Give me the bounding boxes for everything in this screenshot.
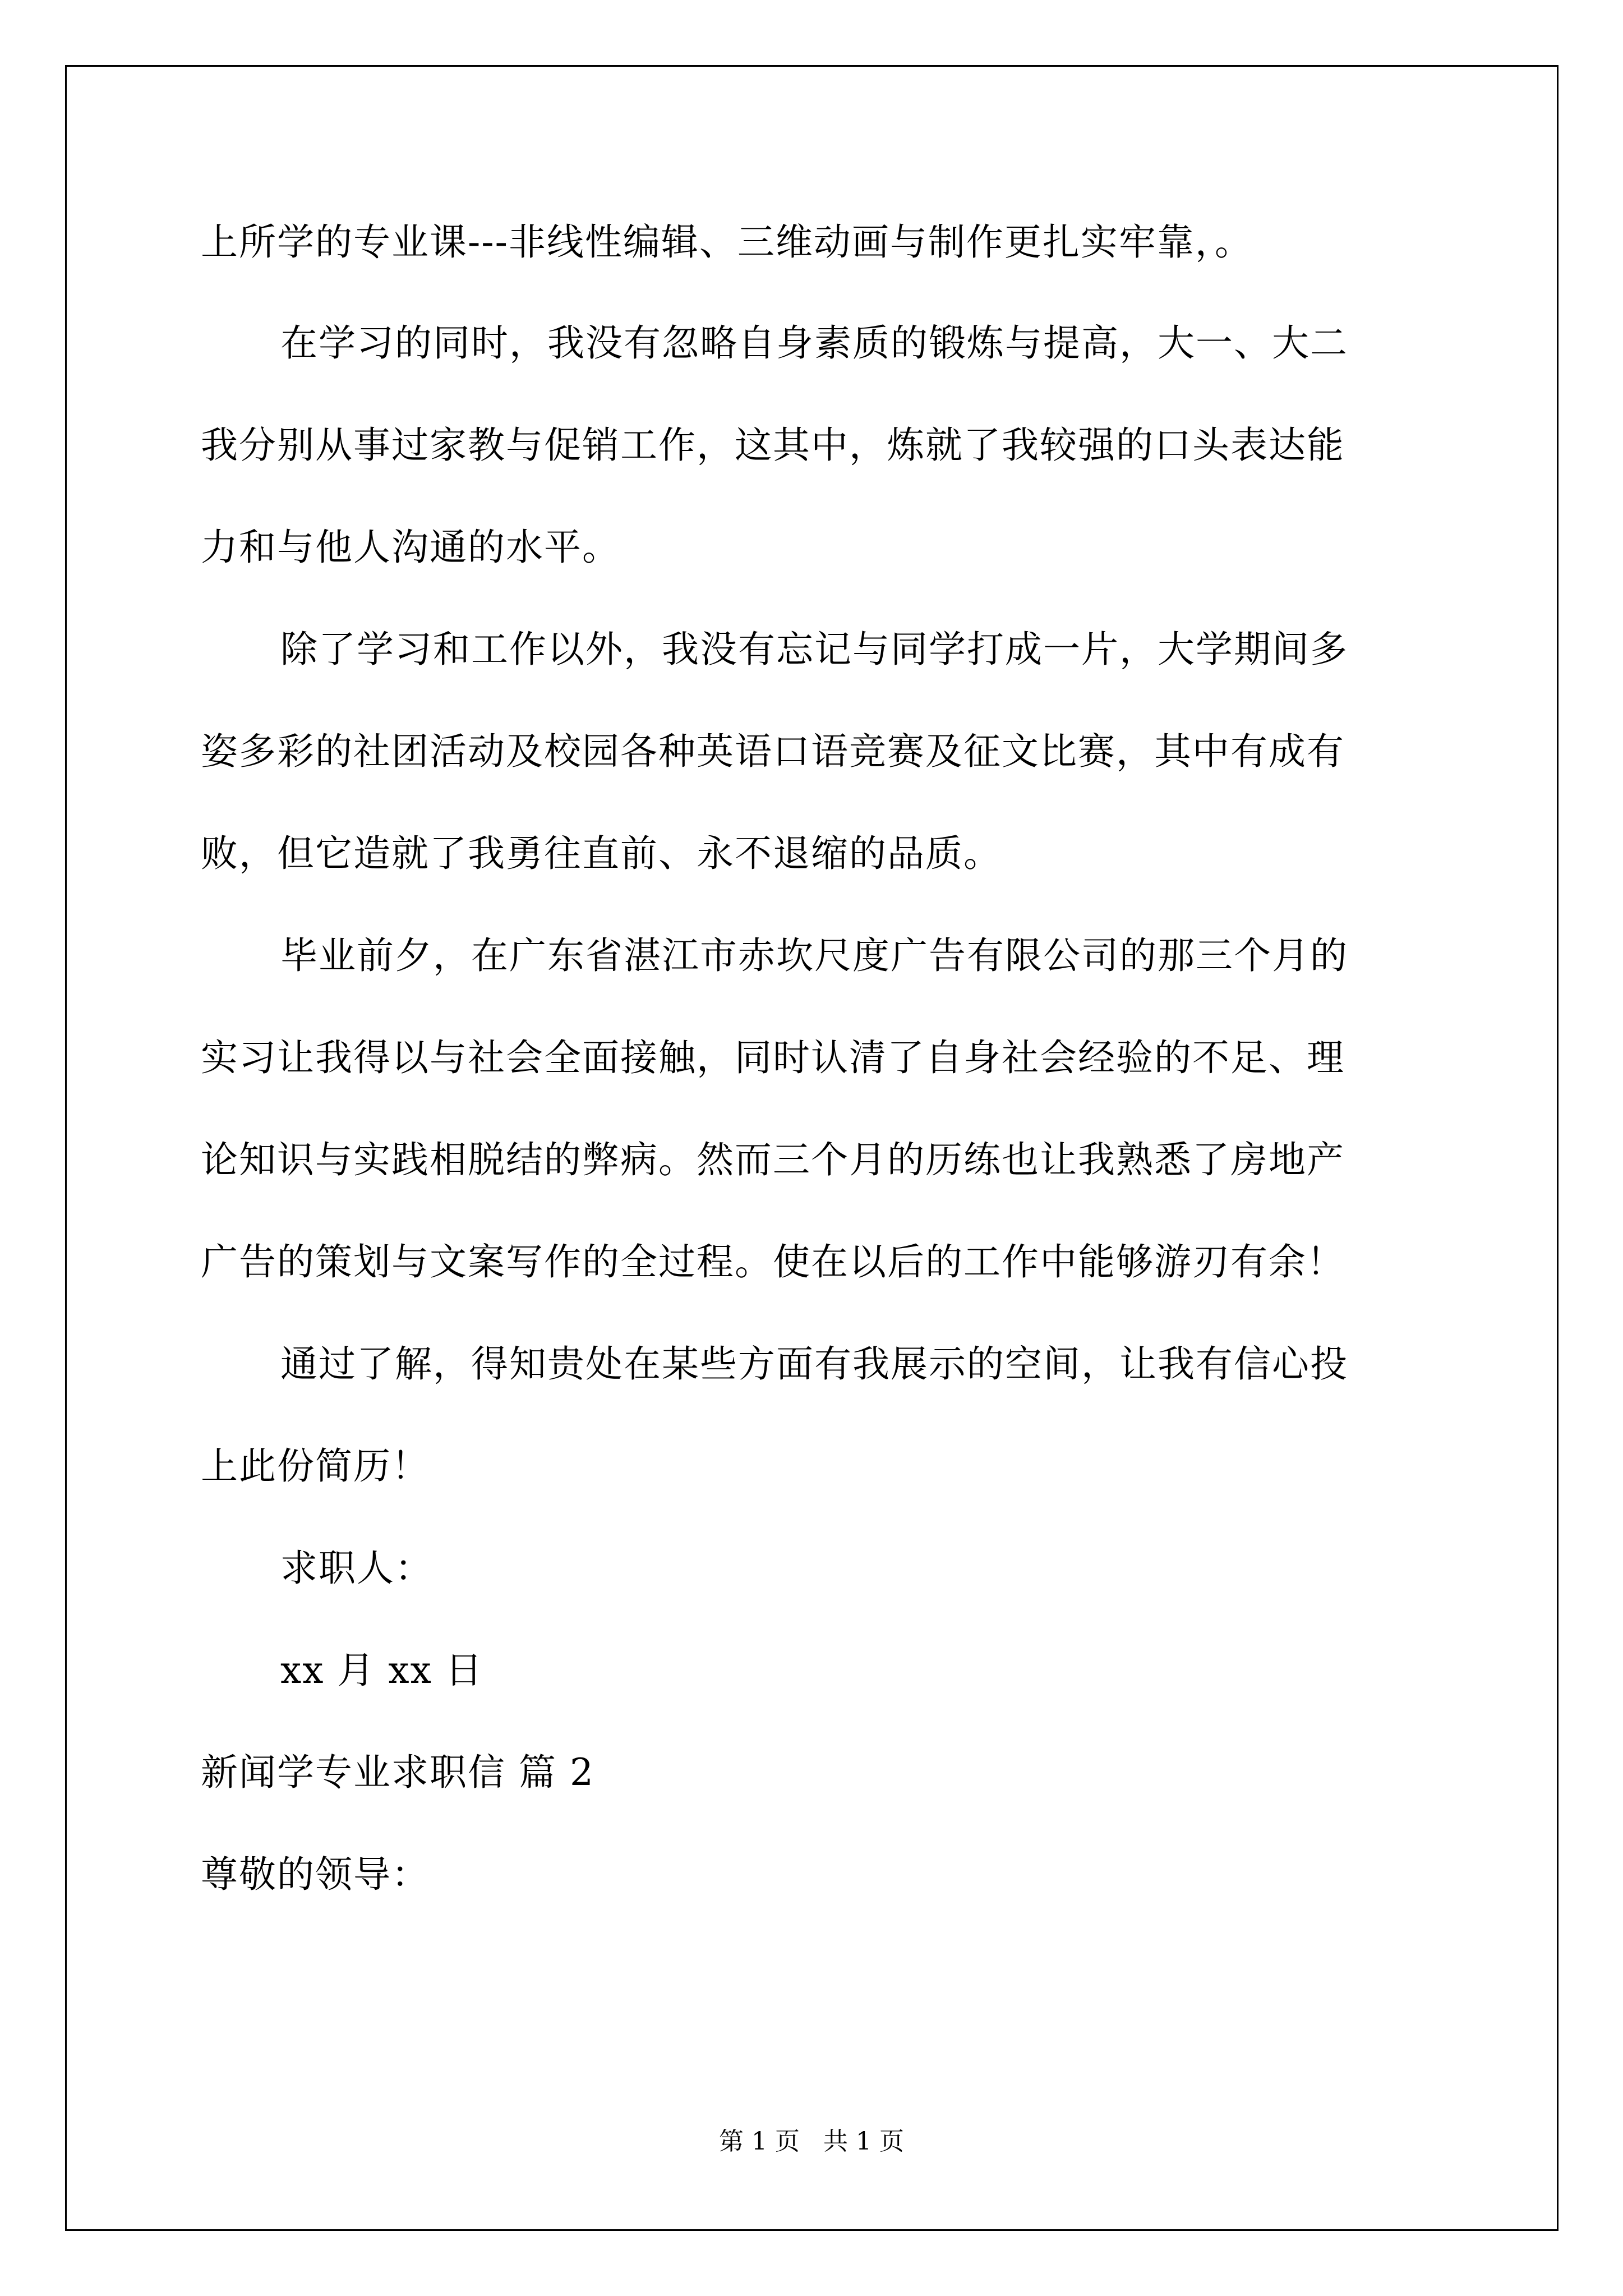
- paragraph-line: 广告的策划与文案写作的全过程。使在以后的工作中能够游刃有余！: [201, 1240, 1345, 1283]
- paragraph-line: 上此份简历！: [201, 1444, 430, 1488]
- paragraph-line: 实习让我得以与社会全面接触，同时认清了自身社会经验的不足、理: [201, 1036, 1345, 1079]
- paragraph-line: 力和与他人沟通的水平。: [201, 526, 620, 569]
- signature-label: 求职人：: [280, 1547, 433, 1590]
- date-line: xx 月 xx 日: [280, 1649, 483, 1692]
- section-heading: 新闻学专业求职信 篇 2: [201, 1751, 594, 1794]
- salutation: 尊敬的领导：: [201, 1853, 430, 1896]
- paragraph-line: 除了学习和工作以外，我没有忘记与同学打成一片，大学期间多: [280, 628, 1348, 671]
- page-number-footer: 第 1 页 共 1 页: [719, 2127, 904, 2156]
- paragraph-line: 上所学的专业课---非线性编辑、三维动画与制作更扎实牢靠，。: [201, 220, 1253, 264]
- paragraph-line: 败，但它造就了我勇往直前、永不退缩的品质。: [201, 832, 1002, 875]
- paragraph-line: 通过了解，得知贵处在某些方面有我展示的空间，让我有信心投: [280, 1342, 1348, 1386]
- paragraph-line: 姿多彩的社团活动及校园各种英语口语竞赛及征文比赛，其中有成有: [201, 730, 1345, 773]
- paragraph-line: 我分别从事过家教与促销工作，这其中，炼就了我较强的口头表达能: [201, 424, 1345, 467]
- paragraph-line: 在学习的同时，我没有忽略自身素质的锻炼与提高，大一、大二: [280, 321, 1348, 365]
- paragraph-line: 毕业前夕，在广东省湛江市赤坎尺度广告有限公司的那三个月的: [280, 934, 1348, 977]
- paragraph-line: 论知识与实践相脱结的弊病。然而三个月的历练也让我熟悉了房地产: [201, 1138, 1345, 1181]
